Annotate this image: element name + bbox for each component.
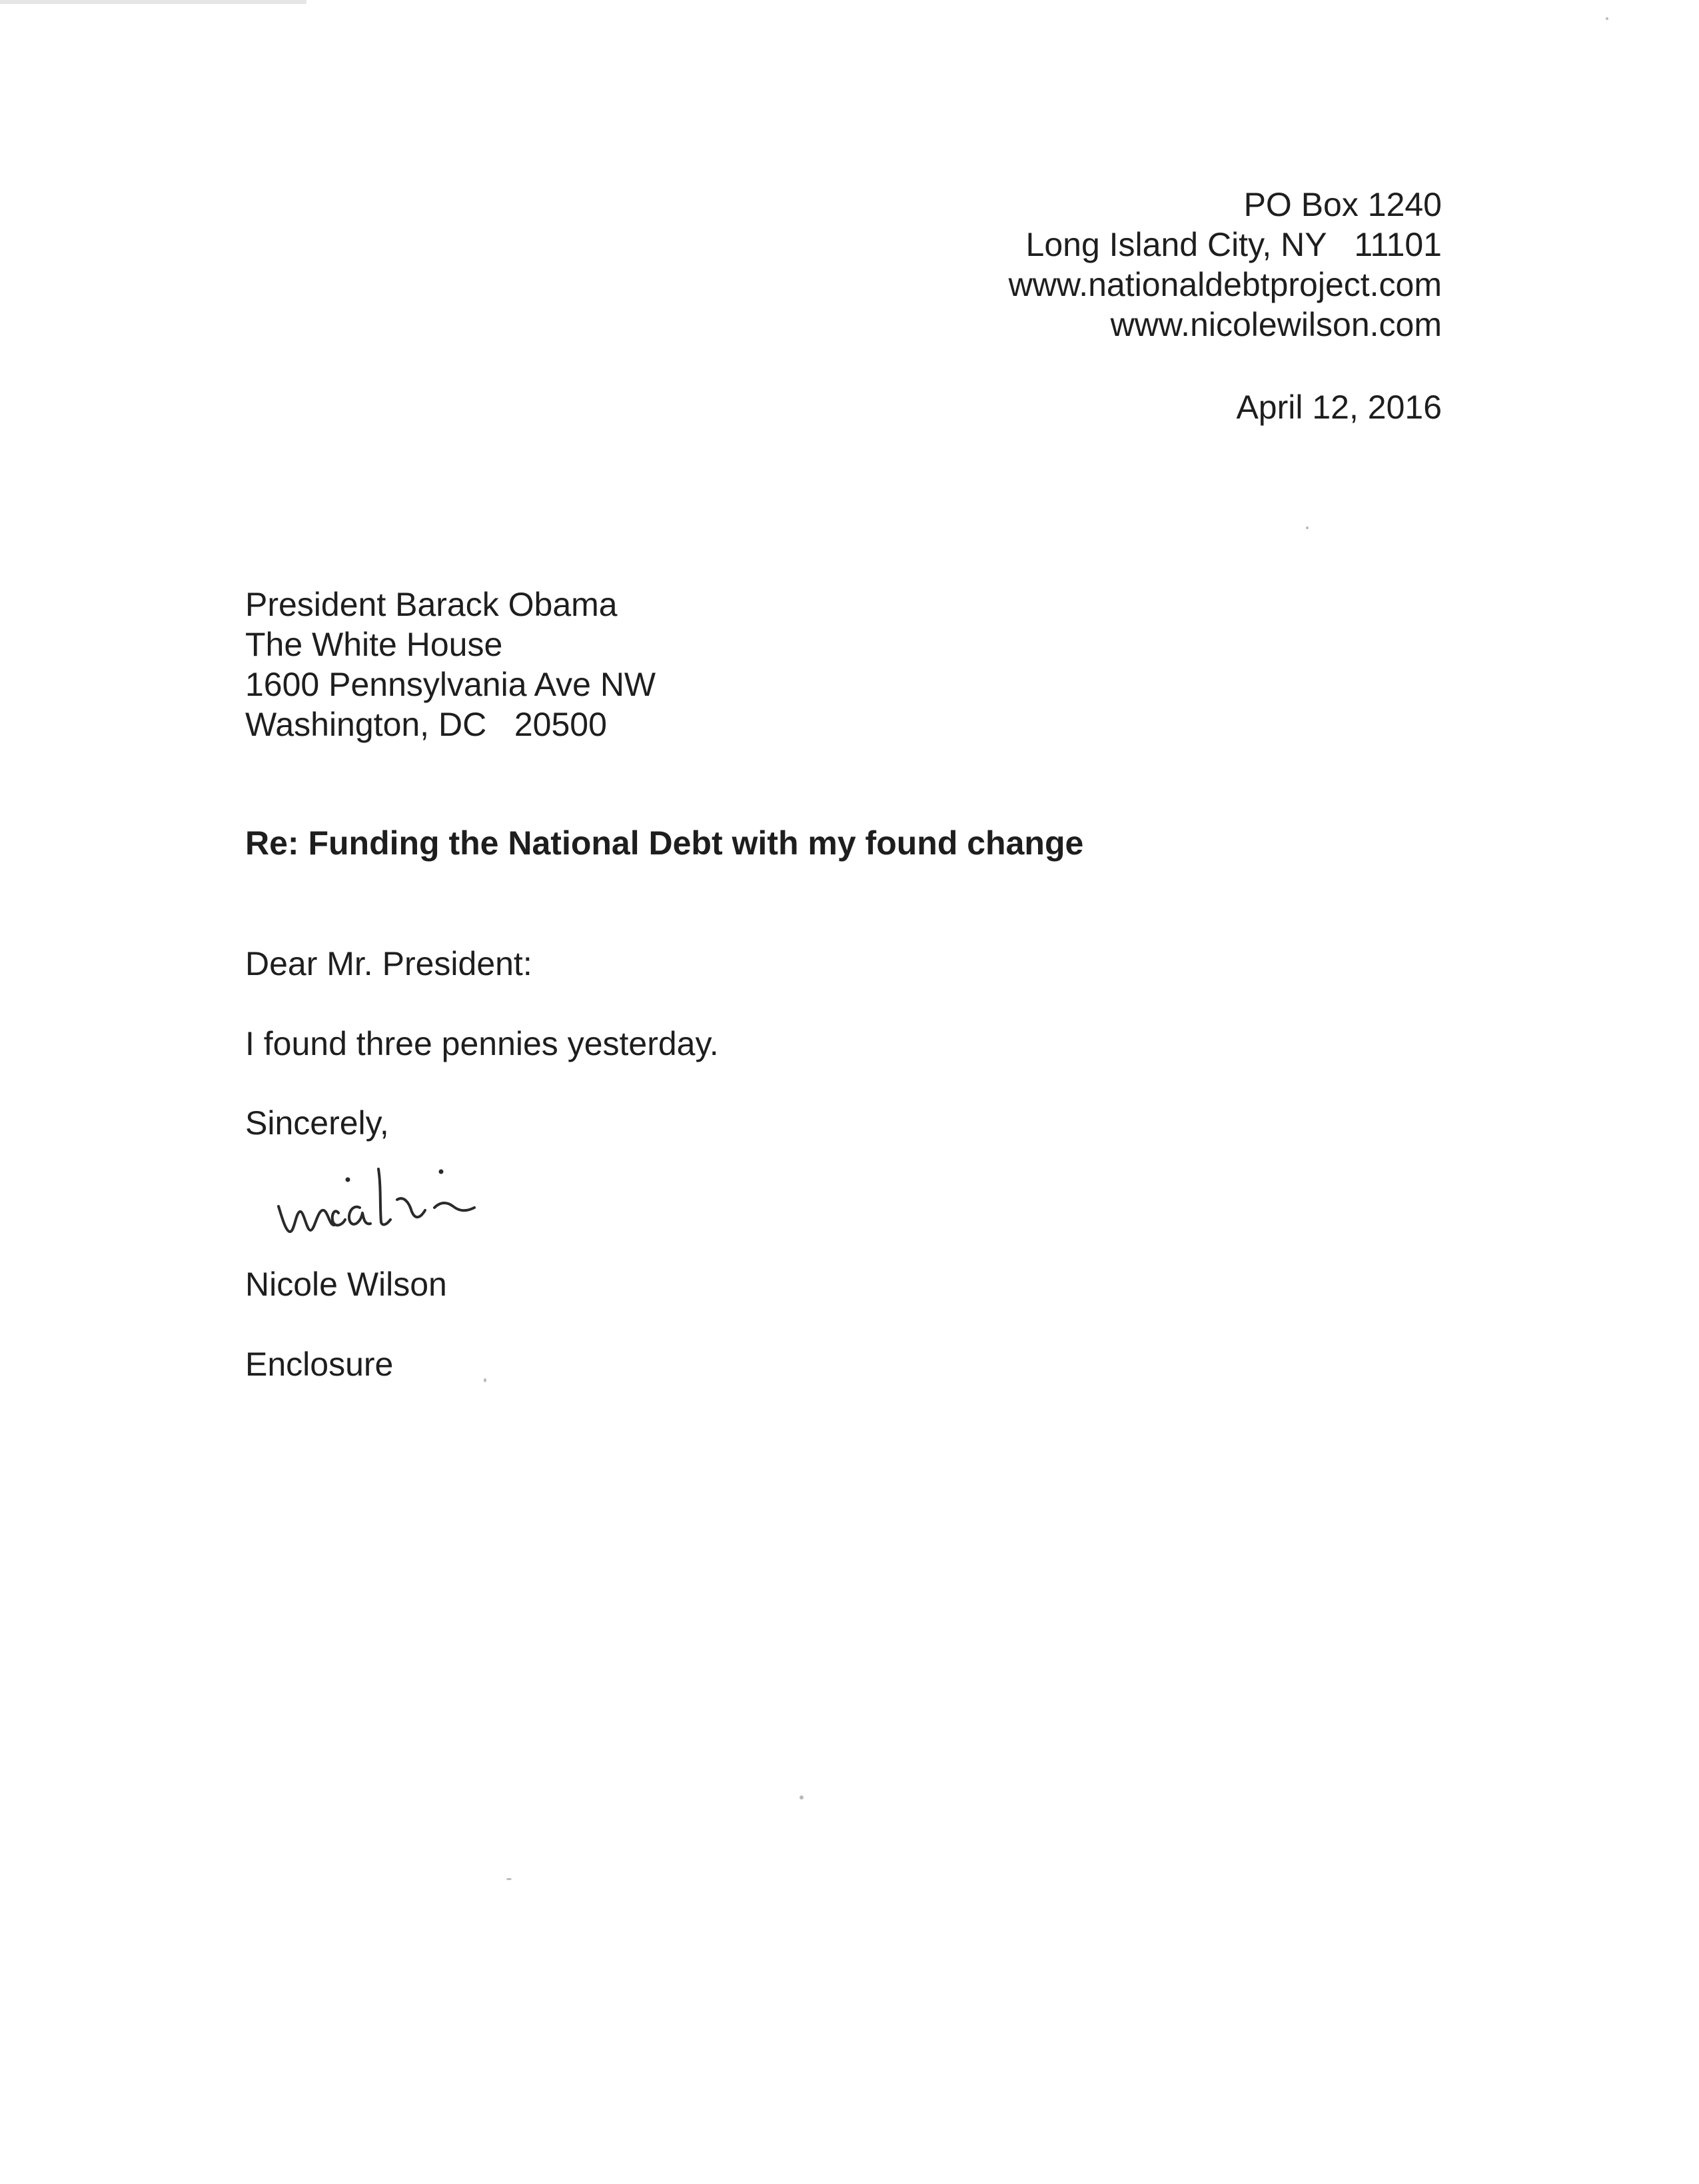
recipient-address-block [245,584,656,744]
sender-po-box: PO Box 1240 [1243,186,1442,223]
scan-edge-mark [0,0,306,4]
sender-website-2: www.nicolewilson.com [1110,306,1442,343]
letter-date: April 12, 2016 [1236,389,1442,426]
closing: Sincerely, [245,1104,389,1142]
scan-speck [1306,527,1309,529]
sender-address-block [1009,185,1442,345]
enclosure-note: Enclosure [245,1346,394,1383]
recipient-city-line: Washington, DC 20500 [245,706,607,743]
scan-speck [1606,17,1608,20]
recipient-organization: The White House [245,626,503,663]
sender-website-1: www.nationaldebtproject.com [1008,266,1442,303]
body-paragraph: I found three pennies yesterday. [245,1025,719,1062]
recipient-street: 1600 Pennsylvania Ave NW [245,666,656,703]
scan-speck [800,1795,804,1799]
scan-speck [484,1378,486,1382]
salutation: Dear Mr. President: [245,945,532,982]
signer-name: Nicole Wilson [245,1266,447,1303]
scan-speck [506,1878,512,1880]
recipient-name: President Barack Obama [245,586,618,623]
handwritten-signature [267,1133,546,1253]
subject-line: Re: Funding the National Debt with my found change [245,824,1084,862]
sender-city-line: Long Island City, NY 11101 [1025,226,1442,263]
